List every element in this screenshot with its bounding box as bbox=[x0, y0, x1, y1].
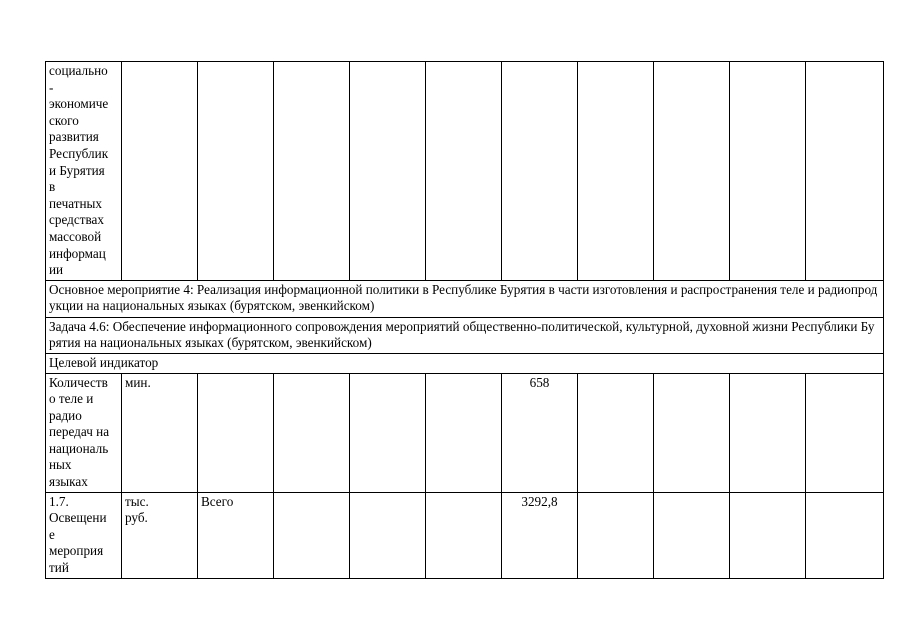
empty-cell bbox=[122, 62, 198, 281]
empty-cell bbox=[426, 492, 502, 578]
table-row-broadcasts bbox=[46, 373, 884, 492]
empty-cell bbox=[654, 492, 730, 578]
empty-cell bbox=[806, 492, 884, 578]
coverage-unit-cell: тыс. руб. bbox=[122, 492, 198, 578]
empty-cell bbox=[274, 373, 350, 492]
table-row-indicator-header bbox=[46, 353, 884, 373]
empty-cell bbox=[654, 373, 730, 492]
indicator-name-cell: социально - экономиче ского развития Республик и Бурятия в печатных средствах массовой информац ии bbox=[46, 62, 122, 281]
empty-cell bbox=[274, 62, 350, 281]
coverage-name-cell: 1.7. Освещени е мероприя тий bbox=[46, 492, 122, 578]
broadcasts-value-cell: 658 bbox=[502, 373, 578, 492]
empty-cell bbox=[426, 373, 502, 492]
broadcasts-unit-cell: мин. bbox=[122, 373, 198, 492]
empty-cell bbox=[274, 492, 350, 578]
table-row-task bbox=[46, 317, 884, 353]
empty-cell bbox=[806, 62, 884, 281]
budget-table bbox=[45, 61, 884, 579]
empty-cell bbox=[426, 62, 502, 281]
indicator-header-cell: Целевой индикатор bbox=[46, 353, 884, 373]
empty-cell bbox=[350, 373, 426, 492]
event-title-cell: Основное мероприятие 4: Реализация информационной политики в Республике Бурятия в части изготовления и распространения теле и радиопродукции на национальных языках (бурятском, эвенкийском) bbox=[46, 280, 884, 317]
empty-cell bbox=[730, 62, 806, 281]
table-row-coverage bbox=[46, 492, 884, 578]
empty-cell bbox=[654, 62, 730, 281]
coverage-value-cell: 3292,8 bbox=[502, 492, 578, 578]
empty-cell bbox=[578, 62, 654, 281]
empty-cell bbox=[730, 492, 806, 578]
empty-cell bbox=[350, 492, 426, 578]
table-row-indicator-continuation bbox=[46, 62, 884, 281]
empty-cell bbox=[198, 62, 274, 281]
table-row-event bbox=[46, 280, 884, 317]
empty-cell bbox=[502, 62, 578, 281]
empty-cell bbox=[350, 62, 426, 281]
empty-cell bbox=[198, 373, 274, 492]
empty-cell bbox=[806, 373, 884, 492]
task-title-cell: Задача 4.6: Обеспечение информационного сопровождения мероприятий общественно-политической, культурной, духовной жизни Республики Бурятия на национальных языках (бурятском, эвенкийском) bbox=[46, 317, 884, 353]
broadcasts-name-cell: Количеств о теле и радио передач на националь ных языках bbox=[46, 373, 122, 492]
empty-cell bbox=[578, 373, 654, 492]
coverage-source-cell: Всего bbox=[198, 492, 274, 578]
empty-cell bbox=[578, 492, 654, 578]
empty-cell bbox=[730, 373, 806, 492]
